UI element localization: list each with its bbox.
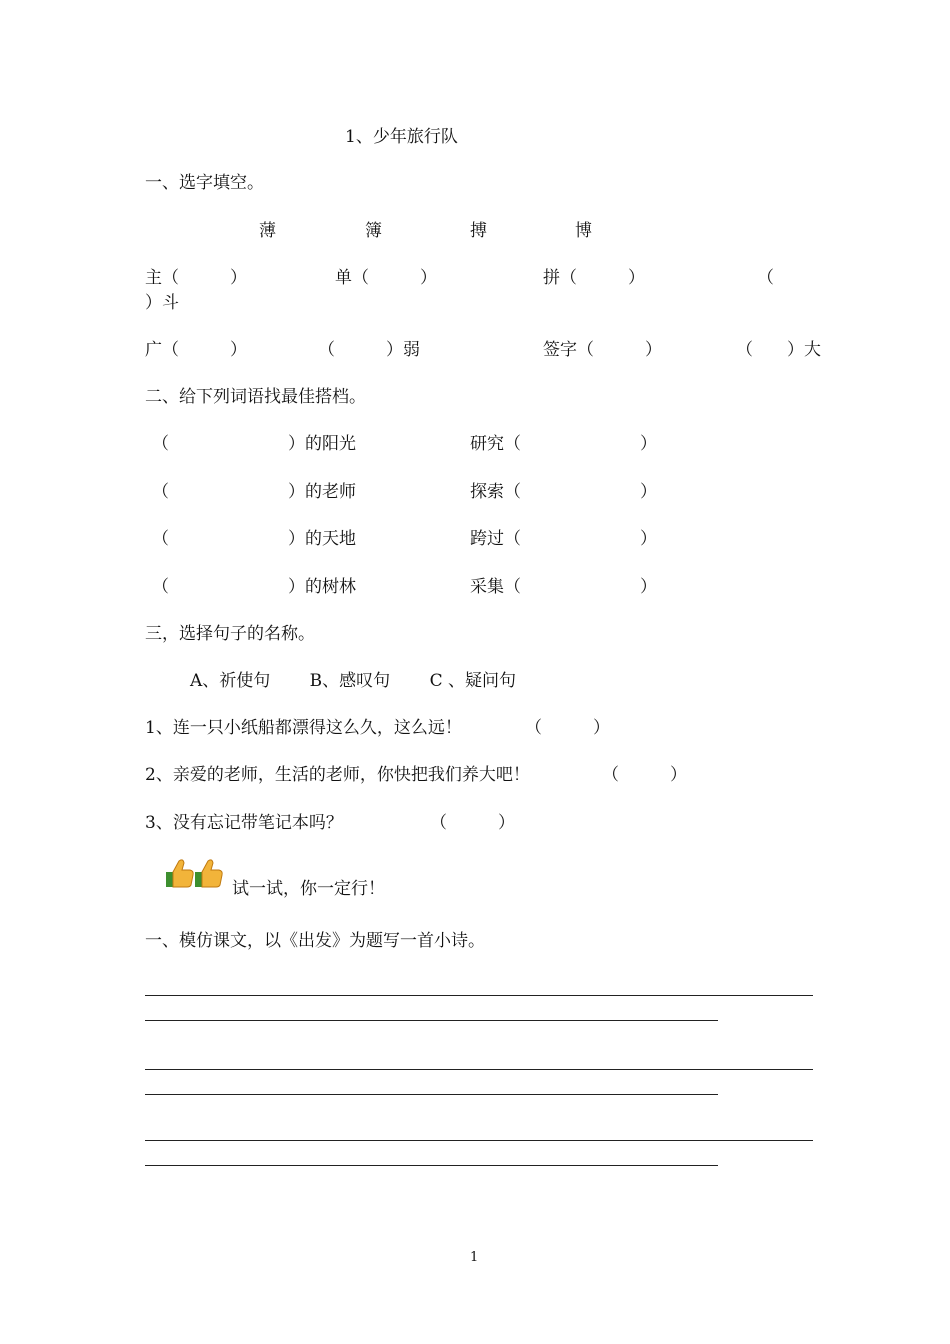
writing-line[interactable] (145, 1020, 718, 1021)
blank-row1-item1[interactable]: 主（ ） (145, 268, 247, 288)
blank-row2-item4[interactable]: （ ）大 (736, 340, 821, 360)
pair-right-3[interactable]: 跨过（ ） (470, 529, 657, 549)
question-3-blank[interactable]: （ ） (430, 813, 515, 833)
writing-line[interactable] (145, 1140, 813, 1141)
pair-right-4[interactable]: 采集（ ） (470, 577, 657, 597)
blank-row2-item1[interactable]: 广（ ） (145, 340, 247, 360)
blank-row2-item2[interactable]: （ ）弱 (318, 340, 420, 360)
question-3: 3、没有忘记带笔记本吗？ (145, 813, 343, 833)
choice-char-3: 搏 (470, 221, 487, 241)
thumbs-up-icon (164, 856, 224, 890)
pair-left-1[interactable]: （ ）的阳光 (152, 434, 356, 454)
pair-left-3[interactable]: （ ）的天地 (152, 529, 356, 549)
pair-left-2[interactable]: （ ）的老师 (152, 482, 356, 502)
blank-row1-item4-open[interactable]: （ (757, 268, 774, 288)
writing-task-heading: 一、模仿课文，以《出发》为题写一首小诗。 (145, 931, 485, 951)
page-number: 1 (470, 1250, 479, 1265)
section1-heading: 一、选字填空。 (145, 173, 264, 193)
blank-row1-item2[interactable]: 单（ ） (335, 268, 437, 288)
choice-char-4: 博 (575, 221, 592, 241)
sentence-type-options: A、祈使句 B、感叹句 C 、疑问句 (190, 671, 516, 691)
question-2-blank[interactable]: （ ） (602, 765, 687, 785)
blank-row1-item4-close[interactable]: ）斗 (145, 293, 179, 313)
question-1-blank[interactable]: （ ） (525, 718, 610, 738)
pair-right-2[interactable]: 探索（ ） (470, 482, 657, 502)
blank-row1-item3[interactable]: 拼（ ） (543, 268, 645, 288)
question-2: 2、亲爱的老师，生活的老师，你快把我们养大吧！ (145, 765, 530, 785)
try-it-text: 试一试，你一定行！ (232, 879, 385, 899)
writing-line[interactable] (145, 1094, 718, 1095)
section2-heading: 二、给下列词语找最佳搭档。 (145, 387, 366, 407)
section3-heading: 三，选择句子的名称。 (145, 624, 315, 644)
question-1: 1、连一只小纸船都漂得这么久，这么远！ (145, 718, 462, 738)
pair-right-1[interactable]: 研究（ ） (470, 434, 657, 454)
blank-row2-item3[interactable]: 签字（ ） (543, 340, 662, 360)
writing-line[interactable] (145, 995, 813, 996)
writing-line[interactable] (145, 1069, 813, 1070)
choice-char-2: 簿 (365, 221, 382, 241)
pair-left-4[interactable]: （ ）的树林 (152, 577, 356, 597)
writing-line[interactable] (145, 1165, 718, 1166)
page-title: 1、少年旅行队 (345, 127, 458, 147)
choice-char-1: 薄 (259, 221, 276, 241)
